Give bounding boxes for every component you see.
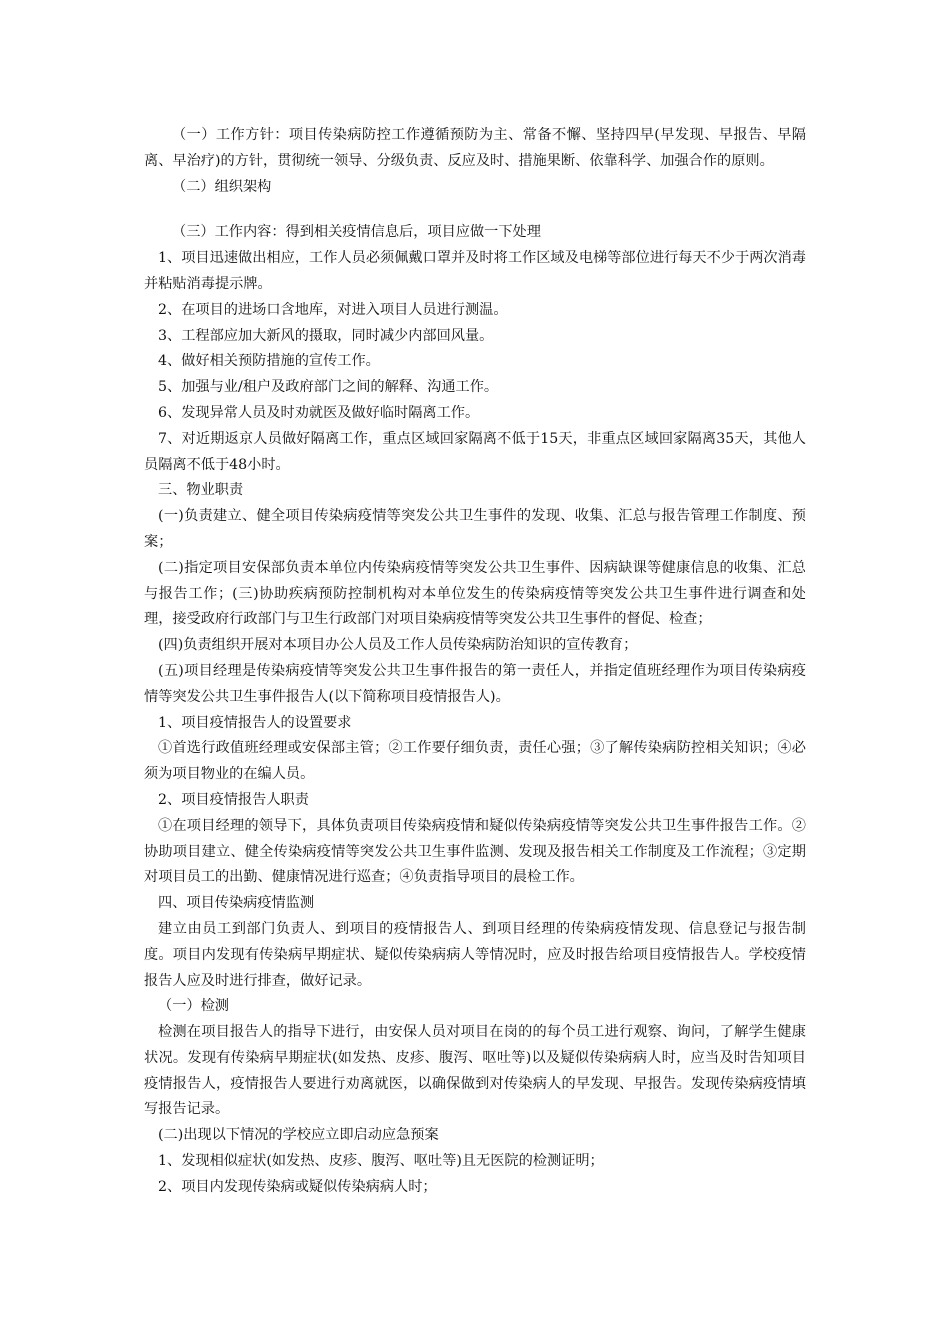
subheading-reporter-requirements: 1、项目疫情报告人的设置要求: [158, 714, 352, 731]
paragraph-duty-1: (一)负责建立、健全项目传染病疫情等突发公共卫生事件的发现、收集、汇总与报告管理工作制度、预案；: [144, 508, 806, 550]
list-item-6: 6、发现异常人员及时劝就医及做好临时隔离工作。: [158, 404, 480, 421]
paragraph-work-policy: （一）工作方针：项目传染病防控工作遵循预防为主、常备不懈、坚持四早(早发现、早报告、早隔离、早治疗)的方针，贯彻统一领导、分级负责、反应及时、措施果断、依靠科学、加强合作的原则。: [144, 127, 806, 169]
section-heading-monitoring: 四、项目传染病疫情监测: [158, 895, 315, 912]
subheading-emergency-plan: (二)出现以下情况的学校应立即启动应急预案: [158, 1127, 439, 1144]
document-body: [144, 123, 806, 1201]
blank-space: [144, 200, 806, 220]
section-heading-property-duties: 三、物业职责: [158, 482, 244, 499]
paragraph-duty-2-3: (二)指定项目安保部负责本单位内传染病疫情等突发公共卫生事件、因病缺课等健康信息的收集、汇总与报告工作；(三)协助疾病预防控制机构对本单位发生的传染病疫情等突发公共卫生事件进行调查和处理，接受政府行政部门与卫生行政部门对项目染病疫情等突发公共卫生事件的督促、检查；: [144, 559, 806, 628]
paragraph-duty-4: (四)负责组织开展对本项目办公人员及工作人员传染病防治知识的宣传教育；: [158, 637, 638, 654]
paragraph-reporter-requirements: ①首选行政值班经理或安保部主管；②工作要仔细负责，责任心强；③了解传染病防控相关知识；④必须为项目物业的在编人员。: [144, 740, 806, 783]
paragraph-monitoring: 建立由员工到部门负责人、到项目的疫情报告人、到项目经理的传染病疫情发现、信息登记与报告制度。项目内发现有传染病早期症状、疑似传染病病人等情况时，应及时报告给项目疫情报告人。学校疫情报告人应及时进行排查，做好记录。: [144, 920, 806, 989]
list-item-1: 1、项目迅速做出相应，工作人员必须佩戴口罩并及时将工作区域及电梯等部位进行每天不少于两次消毒并粘贴消毒提示牌。: [144, 250, 806, 292]
list-item-5: 5、加强与业/租户及政府部门之间的解释、沟通工作。: [158, 379, 499, 396]
paragraph-org-structure: （二）组织架构: [172, 178, 272, 195]
paragraph-duty-5: (五)项目经理是传染病疫情等突发公共卫生事件报告的第一责任人，并指定值班经理作为项目传染病疫情等突发公共卫生事件报告人(以下简称项目疫情报告人)。: [144, 662, 806, 705]
list-item-emergency-1: 1、发现相似症状(如发热、皮疹、腹泻、呕吐等)且无医院的检测证明；: [158, 1153, 604, 1170]
paragraph-reporter-duties: ①在项目经理的领导下，具体负责项目传染病疫情和疑似传染病疫情等突发公共卫生事件报告工作。②协助项目建立、健全传染病疫情等突发公共卫生事件监测、发现及报告相关工作制度及工作流程；③定期对项目员工的出勤、健康情况进行巡查；④负责指导项目的晨检工作。: [144, 817, 806, 886]
subheading-reporter-duties: 2、项目疫情报告人职责: [158, 791, 309, 808]
paragraph-detection: 检测在项目报告人的指导下进行，由安保人员对项目在岗的的每个员工进行观察、询问，了解学生健康状况。发现有传染病早期症状(如发热、皮疹、腹泻、呕吐等)以及疑似传染病病人时，应当及时告知项目疫情报告人，疫情报告人要进行劝离就医，以确保做到对传染病人的早发现、早报告。发现传染病疫情填写报告记录。: [144, 1024, 806, 1118]
list-item-3: 3、工程部应加大新风的摄取，同时减少内部回风量。: [158, 327, 494, 344]
list-item-4: 4、做好相关预防措施的宣传工作。: [158, 353, 380, 370]
list-item-emergency-2: 2、项目内发现传染病或疑似传染病病人时；: [158, 1178, 437, 1195]
list-item-2: 2、在项目的进场口含地库，对进入项目人员进行测温。: [158, 301, 508, 318]
list-item-7: 7、对近期返京人员做好隔离工作，重点区域回家隔离不低于15天，非重点区域回家隔离35天，其他人员隔离不低于48小时。: [144, 430, 806, 473]
paragraph-work-content: （三）工作内容：得到相关疫情信息后，项目应做一下处理: [172, 224, 541, 241]
subheading-detection: （一）检测: [158, 998, 229, 1015]
